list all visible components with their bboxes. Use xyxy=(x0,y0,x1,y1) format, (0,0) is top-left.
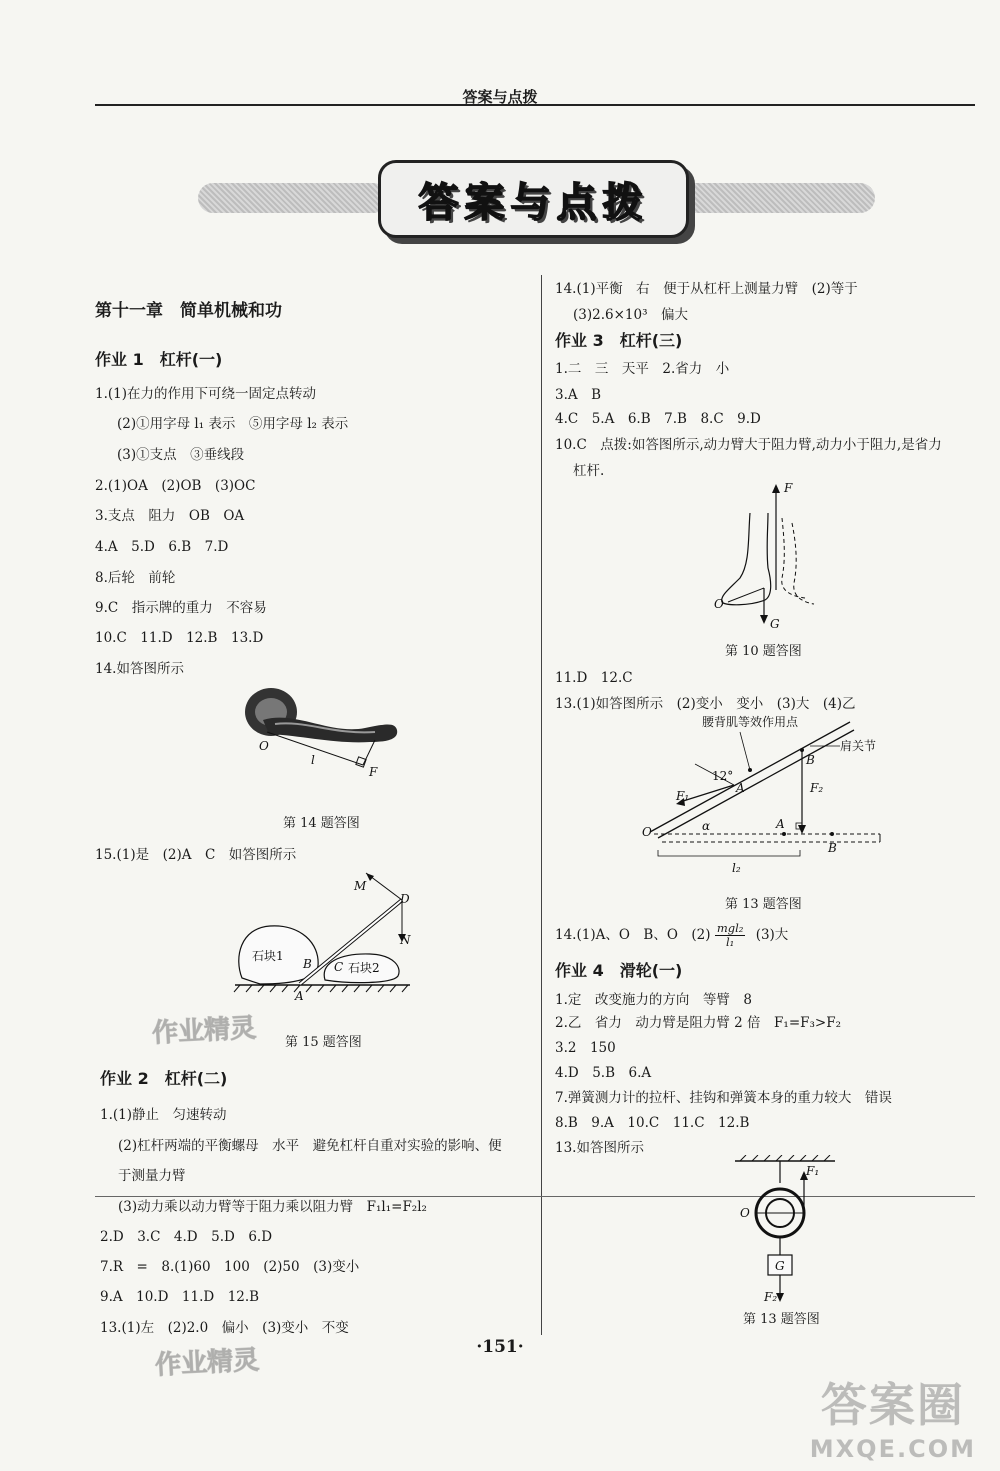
answer-line: 13.(1)左 (2)2.0 偏小 (3)变小 不变 xyxy=(100,1320,349,1336)
watermark-logo xyxy=(810,1369,976,1463)
answer-line: 10.C 点拨:如答图所示,动力臂大于阻力臂,动力小于阻力,是省力 xyxy=(555,437,942,453)
banner-title: 答案与点拨 xyxy=(418,179,649,226)
answer-line: 11.D 12.C xyxy=(555,670,633,686)
spine-line-a xyxy=(650,722,850,832)
fig13p-label: F₂ xyxy=(764,1290,778,1304)
answer-line: 7.弹簧测力计的拉杆、挂钩和弹簧本身的重力较大 错误 xyxy=(555,1090,892,1106)
fig15-label: M xyxy=(354,879,367,893)
arrow-f xyxy=(772,484,780,493)
hw4-title: 作业 4 滑轮(一) xyxy=(555,961,683,980)
fig13-label: l₂ xyxy=(732,861,741,875)
point-a2 xyxy=(782,832,786,836)
fig15-label: D xyxy=(400,892,410,906)
fig14-caption: 第 14 题答图 xyxy=(283,816,360,831)
fig10-label: G xyxy=(770,617,780,631)
answer-line: 7.R = 8.(1)60 100 (2)50 (3)变小 xyxy=(100,1259,360,1275)
fig13p-label: F₁ xyxy=(806,1164,820,1178)
fig15-label: B xyxy=(303,957,312,971)
foot-outline xyxy=(722,513,771,605)
fig13-pulley-caption: 第 13 题答图 xyxy=(743,1312,820,1327)
hw2-title: 作业 2 杠杆(二) xyxy=(100,1069,228,1088)
fig13-label: 腰背肌等效作用点 xyxy=(702,715,799,729)
arrow-g xyxy=(760,615,768,624)
fraction xyxy=(715,922,746,949)
figure-13-pulley xyxy=(730,1155,840,1305)
answer-line: 2.乙 省力 动力臂是阻力臂 2 倍 F₁=F₃>F₂ xyxy=(555,1015,842,1031)
answer-line: 15.(1)是 (2)A C 如答图所示 xyxy=(95,847,297,863)
answer-line: 14.如答图所示 xyxy=(95,661,184,677)
arrow-f2 xyxy=(776,1293,784,1302)
answer-line: (2)杠杆两端的平衡螺母 水平 避免杠杆自重对实验的影响、便 xyxy=(118,1138,502,1154)
fig13-caption: 第 13 题答图 xyxy=(725,897,802,912)
fig14-label: F xyxy=(369,765,378,779)
answer-line: 10.C 11.D 12.B 13.D xyxy=(95,630,264,646)
ceiling-hatch xyxy=(740,1155,830,1161)
header-rule xyxy=(95,104,975,106)
fig15-label: A xyxy=(295,989,304,1003)
answer-text: (3)大 xyxy=(755,927,789,943)
hw3-title: 作业 3 杠杆(三) xyxy=(555,331,683,350)
answer-line: 3.支点 阻力 OB OA xyxy=(95,508,245,524)
answer-line: (3)①支点 ③垂线段 xyxy=(117,447,245,463)
logo-text: 答案圈 xyxy=(820,1378,965,1432)
fig13p-label: G xyxy=(775,1259,785,1273)
fig13-label: 肩关节 xyxy=(840,739,877,753)
fig13-label: α xyxy=(702,819,711,833)
answer-line: 9.C 指示牌的重力 不容易 xyxy=(95,600,267,616)
fig10-label: O xyxy=(714,597,724,611)
answer-line: (3)动力乘以动力臂等于阻力乘以阻力臂 F₁l₁=F₂l₂ xyxy=(118,1199,427,1215)
fig10-label: F xyxy=(784,481,793,495)
answer-line: 1.二 三 天平 2.省力 小 xyxy=(555,361,730,377)
fig15-label: 石块2 xyxy=(348,961,380,975)
answer-line: 1.(1)静止 匀速转动 xyxy=(100,1107,227,1123)
figure-13-back-lever xyxy=(640,712,890,882)
point-b xyxy=(800,748,804,752)
fig15-label: N xyxy=(400,933,411,947)
point-a xyxy=(748,768,752,772)
fig13-label: O xyxy=(642,825,652,839)
answer-text: 14.(1)A、O B、O (2) xyxy=(555,927,711,943)
page-number: ·151· xyxy=(476,1337,524,1357)
answer-line: 4.C 5.A 6.B 7.B 8.C 9.D xyxy=(555,411,761,427)
answer-line: 8.B 9.A 10.C 11.C 12.B xyxy=(555,1115,750,1131)
fig13-label: 12° xyxy=(712,769,734,783)
fig15-caption: 第 15 题答图 xyxy=(285,1035,362,1050)
force-line xyxy=(363,740,375,765)
fig14-label: O xyxy=(259,739,269,753)
answer-line: 1.定 改变施力的方向 等臂 8 xyxy=(555,992,752,1008)
answer-line: (3)2.6×10³ 偏大 xyxy=(573,307,688,323)
foot-lever-line xyxy=(728,588,764,602)
answer-line: 2.D 3.C 4.D 5.D 6.D xyxy=(100,1229,273,1245)
banner-bar-left xyxy=(198,183,388,213)
fig13-label: F₂ xyxy=(810,781,824,795)
fraction-denominator: l₁ xyxy=(725,935,735,949)
answer-line: 14.(1)平衡 右 便于从杠杆上测量力臂 (2)等于 xyxy=(555,281,858,297)
chapter-title: 第十一章 简单机械和功 xyxy=(95,301,282,321)
fig10-caption: 第 10 题答图 xyxy=(725,644,802,659)
figure-15-crowbar xyxy=(230,868,420,1003)
fig13-label: F₁ xyxy=(676,789,690,803)
answer-line: 1.(1)在力的作用下可绕一固定点转动 xyxy=(95,386,317,402)
answer-line: 13.(1)如答图所示 (2)变小 变小 (3)大 (4)乙 xyxy=(555,696,856,712)
fig15-label: 石块1 xyxy=(252,949,284,963)
answer-line: 13.如答图所示 xyxy=(555,1140,644,1156)
running-head: 答案与点拨 xyxy=(462,88,538,106)
fig13-label: B xyxy=(806,753,815,767)
fig13p-label: O xyxy=(740,1206,750,1220)
figure-14-door-handle xyxy=(235,680,410,785)
logo-site: MXQE.COM xyxy=(809,1435,976,1463)
answer-line: 于测量力臂 xyxy=(118,1168,186,1184)
column-divider xyxy=(541,275,542,1335)
fig15-label: C xyxy=(334,960,344,974)
fig13-label: A xyxy=(776,817,785,831)
answer-line: 4.A 5.D 6.B 7.D xyxy=(95,539,229,555)
fig14-label: l xyxy=(311,753,315,767)
leader-muscle xyxy=(740,732,750,770)
arrow-m xyxy=(366,873,374,881)
answer-line: 9.A 10.D 11.D 12.B xyxy=(100,1289,260,1305)
banner-bar-right xyxy=(675,183,875,213)
answer-line: 4.D 5.B 6.A xyxy=(555,1065,652,1081)
point-b2 xyxy=(830,832,834,836)
answer-line: 2.(1)OA (2)OB (3)OC xyxy=(95,478,256,494)
fig13-label: B xyxy=(828,841,837,855)
answer-line: 杠杆. xyxy=(573,463,605,479)
foot-dashed-outline-2 xyxy=(792,523,814,604)
answer-line: 3.A B xyxy=(555,387,602,403)
watermark-stamp: 作业精灵 xyxy=(154,1345,260,1381)
answer-line: (2)①用字母 l₁ 表示 ⑤用字母 l₂ 表示 xyxy=(117,416,349,432)
watermark-stamp: 作业精灵 xyxy=(151,1013,257,1049)
figure-10-foot xyxy=(710,478,820,633)
fraction-numerator: mgl₂ xyxy=(716,921,744,935)
hw1-title: 作业 1 杠杆(一) xyxy=(95,350,223,369)
title-banner xyxy=(378,160,689,238)
answer-line-14 xyxy=(555,922,788,949)
fig13-label: A xyxy=(736,781,745,795)
l2-bracket xyxy=(658,850,800,856)
ground-hatch xyxy=(234,985,408,992)
answer-line: 3.2 150 xyxy=(555,1040,616,1056)
answer-line: 8.后轮 前轮 xyxy=(95,570,176,586)
